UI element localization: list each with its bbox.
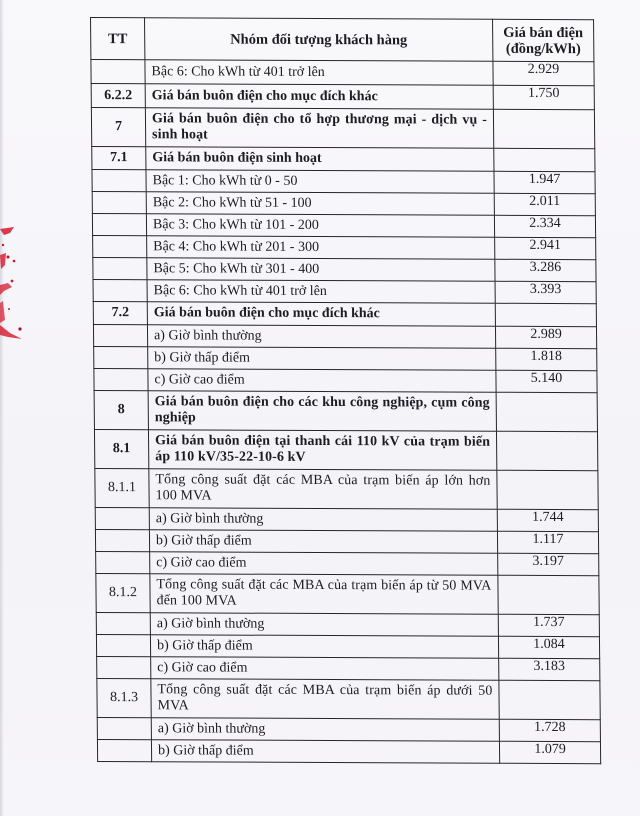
row-tt [94,368,148,390]
table-row [95,468,598,509]
table-row [96,573,599,614]
row-price [499,680,600,719]
header-tt: TT [91,18,145,60]
row-description: c) Giờ cao điểm [151,657,499,681]
row-tt: 6.2.2 [91,84,145,108]
row-description: a) Giờ bình thường [151,718,499,742]
row-description: b) Giờ thấp điểm [149,530,497,554]
row-price: 1.117 [497,531,598,553]
row-price: 3.197 [498,553,599,575]
row-price: 5.140 [496,370,597,392]
header-customer-group: Nhóm đối tượng khách hàng [145,18,493,62]
row-tt [95,507,149,529]
table-row [94,390,597,431]
row-price [496,392,597,431]
table-row [93,236,596,260]
row-tt: 8.1 [94,429,148,468]
table-row [97,678,600,719]
row-price: 1.744 [497,509,598,531]
row-tt [92,214,146,236]
row-description: Bậc 4: Cho kWh từ 201 - 300 [147,236,495,260]
row-description: Giá bán buôn điện cho tổ hợp thương mại - dịch vụ - sinh hoạt [145,108,493,149]
row-description: Giá bán buôn điện cho các khu công nghiệp, cụm công nghiệp [148,391,496,432]
table-row [92,214,595,238]
row-description: Giá bán buôn điện cho mục đích khác [147,302,495,327]
row-description: a) Giờ bình thường [150,613,498,637]
row-price [493,109,594,148]
table-row [94,429,597,470]
row-tt [93,236,147,258]
row-tt: 7.2 [93,301,147,324]
row-price [495,303,596,326]
table-row [93,279,596,303]
row-tt: 7 [91,108,145,147]
row-price [497,470,598,509]
row-price: 3.286 [495,259,596,281]
row-description: b) Giờ thấp điểm [150,635,498,659]
row-tt [92,192,146,214]
row-price: 1.084 [498,636,599,658]
table-row [94,368,597,392]
row-tt [91,60,145,84]
row-price: 1.750 [493,85,594,109]
row-description: Giá bán buôn điện cho mục đích khác [145,84,493,110]
table-row [97,656,600,680]
row-description: Bậc 2: Cho kWh từ 51 - 100 [146,192,494,216]
price-table [90,17,601,764]
table-row [91,108,594,149]
row-price: 1.728 [499,719,600,741]
row-tt [96,612,150,634]
row-description: Tổng công suất đặt các MBA của trạm biến áp từ 50 MVA đến 100 MVA [150,574,498,615]
row-tt: 7.1 [92,147,146,170]
table-row [97,717,600,741]
table-row [93,257,596,281]
row-tt [94,346,148,368]
row-price: 2.011 [494,193,595,215]
row-tt: 8.1.2 [96,573,150,612]
row-price [496,431,597,470]
row-tt [96,551,150,573]
row-description: a) Giờ bình thường [149,508,497,532]
table-row [93,301,596,326]
header-price-line2: (đồng/kWh) [505,40,581,57]
header-price [493,19,594,61]
scan-edge-shadow [0,0,4,816]
row-tt [95,529,149,551]
row-tt [93,324,147,346]
row-price: 2.941 [495,237,596,259]
row-description: Bậc 3: Cho kWh từ 101 - 200 [146,214,494,238]
header-price-line1: Giá bán điện [503,24,584,41]
table-row [95,507,598,531]
row-description: Bậc 6: Cho kWh từ 401 trở lên [147,280,495,304]
row-description: Bậc 1: Cho kWh từ 0 - 50 [146,170,494,194]
table-row [92,170,595,194]
row-description: Bậc 5: Cho kWh từ 301 - 400 [147,258,495,282]
row-description: c) Giờ cao điểm [148,369,496,393]
table-row [92,147,595,172]
table-row [93,324,596,348]
row-description: b) Giờ thấp điểm [148,347,496,371]
row-tt [97,717,151,739]
row-price: 1.079 [499,741,600,763]
table-row [96,612,599,636]
row-price: 2.334 [494,215,595,237]
row-description: Giá bán buôn điện tại thanh cái 110 kV của trạm biến áp 110 kV/35-22-10-6 kV [148,430,496,471]
table-row [94,346,597,370]
row-price: 2.929 [493,61,594,85]
row-description: Tổng công suất đặt các MBA của trạm biến áp dưới 50 MVA [151,679,499,720]
table-row [92,192,595,216]
table-header-row [91,18,594,62]
row-tt [96,634,150,656]
row-description: c) Giờ cao điểm [150,552,498,576]
row-description: Tổng công suất đặt các MBA của trạm biến áp lớn hơn 100 MVA [149,469,497,510]
row-tt [93,279,147,301]
row-price: 3.393 [495,281,596,303]
red-ink-stain-icon [0,225,26,345]
row-price: 1.947 [494,171,595,193]
row-description: a) Giờ bình thường [147,325,495,349]
row-tt: 8.1.3 [97,678,151,717]
row-tt: 8.1.1 [95,468,149,507]
row-price [498,575,599,614]
row-tt [93,257,147,279]
table-row [95,529,598,553]
table-row [96,634,599,658]
row-tt [92,170,146,192]
row-tt: 8 [94,390,148,429]
row-price: 1.737 [498,614,599,636]
row-description: Bậc 6: Cho kWh từ 401 trở lên [145,60,493,86]
row-price: 3.183 [499,658,600,680]
row-price: 1.818 [496,348,597,370]
table-row [96,551,599,575]
table-row [97,739,600,763]
table-row [91,84,594,110]
row-price [494,148,595,171]
row-tt [97,656,151,678]
row-description: b) Giờ thấp điểm [151,740,499,764]
row-price: 2.989 [495,326,596,348]
table-row [91,60,594,86]
row-tt [97,739,151,761]
row-description: Giá bán buôn điện sinh hoạt [146,147,494,172]
